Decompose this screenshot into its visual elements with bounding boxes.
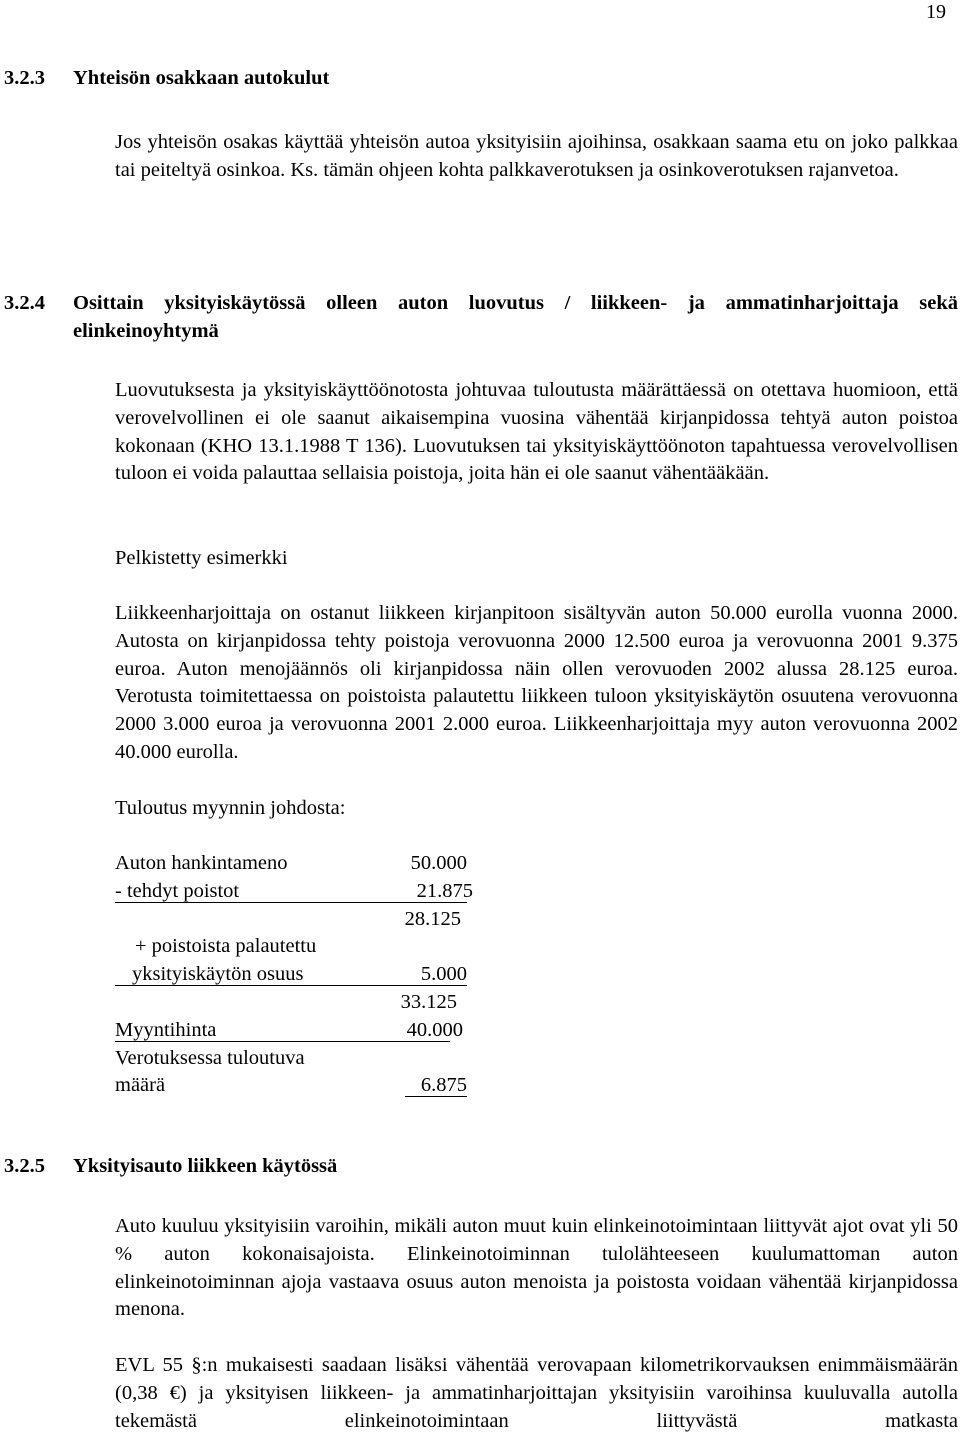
calc-label: + poistoista palautettu	[135, 935, 317, 958]
calc-value: 21.875	[416, 879, 473, 902]
calc-label: - tehdyt poistot	[115, 879, 240, 902]
underline-divider	[115, 1041, 450, 1042]
calc-label: Verotuksessa tuloutuva	[115, 1046, 305, 1069]
calculation-heading: Tuloutus myynnin johdosta:	[115, 797, 346, 819]
calc-label: Myyntihinta	[115, 1018, 217, 1041]
page-number: 19	[926, 1, 946, 23]
underline-divider	[405, 1096, 467, 1097]
section-title: Yhteisön osakkaan autokulut	[73, 67, 330, 89]
section-title: Yksityisauto liikkeen käytössä	[73, 1155, 338, 1177]
section-3-2-5-paragraph: EVL 55 §:n mukaisesti saadaan lisäksi vähentää verovapaan kilometrikorvauksen enimmäismäärän (0,38 €) ja yksityisen liikkeen- ja ammatinharjoittajan yksityisiin varoihinsa kuuluvalla autolla tekemästä elinkeinotoimintaan liittyvästä matkasta	[115, 1354, 958, 1432]
section-heading-3-2-3	[4, 64, 329, 92]
calc-value: 33.125	[400, 990, 457, 1013]
calc-row	[115, 906, 467, 934]
calc-row	[115, 878, 473, 906]
calc-label: yksityiskäytön osuus	[132, 963, 304, 986]
calc-row	[115, 933, 467, 961]
calc-value: 40.000	[406, 1018, 463, 1041]
section-heading-3-2-5	[4, 1152, 337, 1180]
calc-row	[115, 1045, 467, 1073]
section-3-2-4-paragraph: Luovutuksesta ja yksityiskäyttöönotosta johtuvaa tuloutusta määrättäessä on otettava huomioon, että verovelvollinen ei ole saanut aikaisempina vuosina vähentää kirjanpidossa tehtyä auton poistoa kokonaan (KHO 13.1.1988 T 136). Luovutuksen tai yksityiskäyttöönoton tapahtuessa verovelvollisen tuloon ei voida palauttaa sellaisia poistoja, joita hän ei ole saanut vähentääkään.	[115, 379, 958, 485]
calc-value: 5.000	[420, 963, 467, 986]
underline-divider	[115, 985, 467, 986]
calc-value: 6.875	[420, 1074, 467, 1097]
section-number: 3.2.4	[4, 292, 45, 314]
section-number: 3.2.3	[4, 67, 45, 89]
calc-row	[115, 989, 467, 1017]
underline-divider	[115, 902, 467, 903]
calc-row	[115, 1072, 467, 1100]
calc-label: Auton hankintameno	[115, 852, 288, 874]
section-number: 3.2.5	[4, 1155, 45, 1177]
calc-value: 50.000	[410, 852, 467, 874]
section-3-2-5-paragraph: Auto kuuluu yksityisiin varoihin, mikäli auton muut kuin elinkeinotoimintaan liittyvät ajot ovat yli 50 % auton kokonaisajoista. Elinkeinotoiminnan tulolähteeseen kuulumattoman auton elinkeinotoiminnan ajoja vastaava osuus auton menoista ja poistosta voidaan vähentää kirjanpidossa menona.	[115, 1215, 958, 1321]
section-3-2-3-paragraph: Jos yhteisön osakas käyttää yhteisön autoa yksityisiin ajoihinsa, osakkaan saama etu on joko palkkaa tai peiteltyä osinkoa. Ks. tämän ohjeen kohta palkkaverotuksen ja osinkoverotuksen rajanvetoa.	[115, 131, 958, 181]
calc-label: määrä	[115, 1074, 166, 1097]
calc-row	[115, 1017, 467, 1045]
calc-row	[115, 850, 467, 878]
example-heading: Pelkistetty esimerkki	[115, 547, 288, 569]
calc-row	[115, 961, 467, 989]
section-title: Osittain yksityiskäytössä olleen auton luovutus / liikkeen- ja ammatinharjoittaja sekä elinkeinoyhtymä	[73, 292, 958, 342]
section-heading-3-2-4	[4, 289, 958, 345]
calculation-table	[115, 850, 473, 1100]
calc-value: 28.125	[404, 907, 461, 930]
example-text: Liikkeenharjoittaja on ostanut liikkeen kirjanpitoon sisältyvän auton 50.000 eurolla vuonna 2000. Autosta on kirjanpidossa tehty poistoja verovuonna 2000 12.500 euroa ja verovuonna 2001 9.375 euroa. Auton menojäännös oli kirjanpidossa näin ollen verovuoden 2002 alussa 28.125 euroa. Verotusta toimitettaessa on poistoista palautettu liikkeen tuloon yksityiskäytön osuutena verovuonna 2000 3.000 euroa ja verovuonna 2001 2.000 euroa. Liikkeenharjoittaja myy auton verovuonna 2002 40.000 eurolla.	[115, 602, 958, 763]
